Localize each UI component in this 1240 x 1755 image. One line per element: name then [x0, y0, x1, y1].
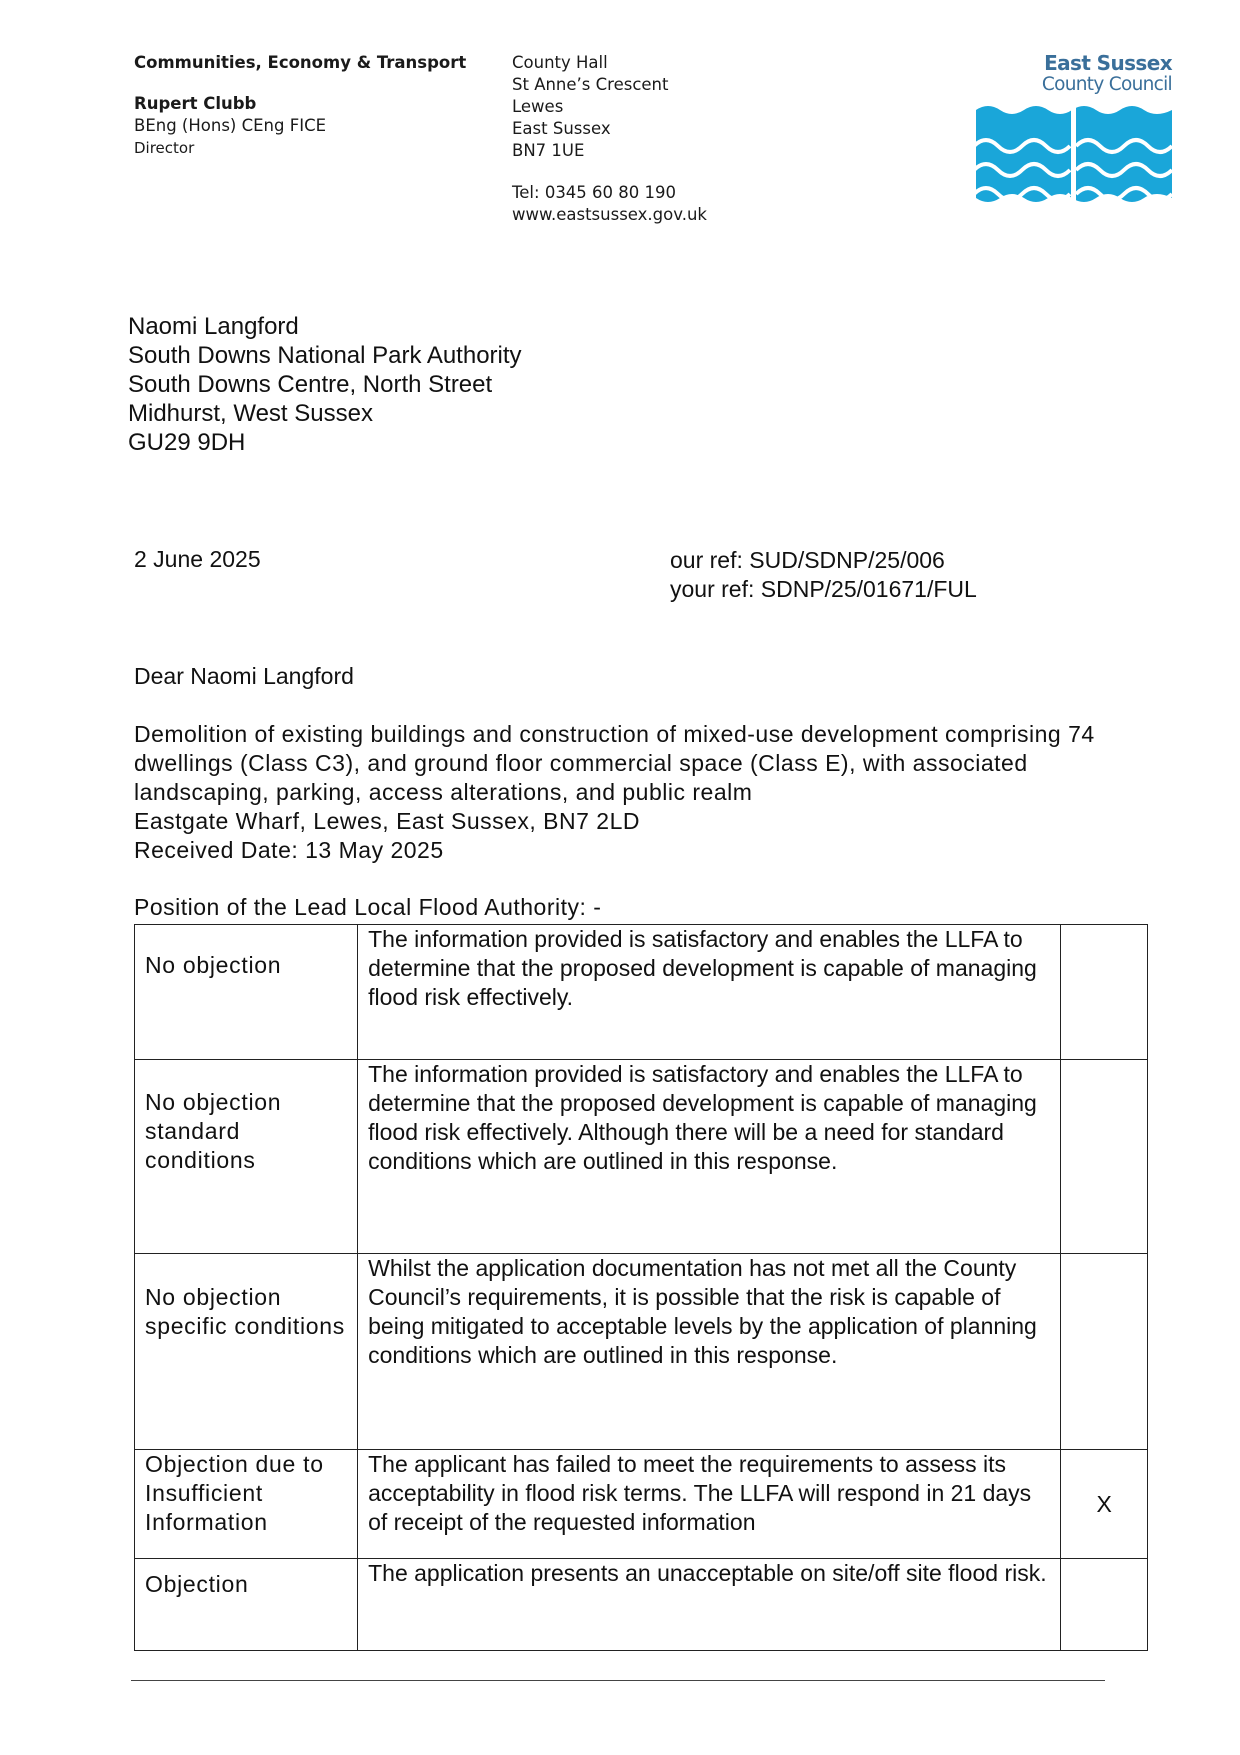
application-site: Eastgate Wharf, Lewes, East Sussex, BN7 2LD — [134, 808, 641, 834]
position-mark — [1061, 1254, 1148, 1450]
director-qualifications: BEng (Hons) CEng FICE — [134, 116, 327, 135]
position-label: Objection — [135, 1559, 358, 1651]
position-label: No objection — [135, 925, 358, 1060]
recipient-town: Midhurst, West Sussex — [128, 400, 373, 427]
table-row — [135, 1060, 1148, 1254]
position-table — [134, 924, 1148, 1651]
position-mark — [1061, 925, 1148, 1060]
application-description: Demolition of existing buildings and construction of mixed-use development comprising 74 dwellings (Class C3), and ground floor commercial space (Class E), with associated landscaping, parking, access alterations, and public realm — [134, 721, 1095, 805]
application-details — [134, 720, 1114, 865]
director-role: Director — [134, 139, 195, 157]
received-date: Received Date: 13 May 2025 — [134, 837, 444, 863]
position-mark: X — [1061, 1450, 1148, 1559]
position-mark — [1061, 1060, 1148, 1254]
east-sussex-logo — [976, 52, 1172, 202]
position-description: The applicant has failed to meet the requirements to assess its acceptability in flood risk terms. The LLFA will respond in 21 days of receipt of the requested information — [358, 1450, 1061, 1559]
table-row — [135, 1559, 1148, 1651]
recipient-name: Naomi Langford — [128, 313, 299, 340]
sender-block — [134, 52, 494, 159]
director-name: Rupert Clubb — [134, 94, 257, 113]
position-mark — [1061, 1559, 1148, 1651]
address-line: Lewes — [512, 97, 564, 116]
address-line: St Anne’s Crescent — [512, 75, 669, 94]
position-label: No objection standard conditions — [135, 1060, 358, 1254]
recipient-postcode: GU29 9DH — [128, 429, 246, 456]
logo-line-2: County Council — [1041, 74, 1172, 95]
your-reference: your ref: SDNP/25/01671/FUL — [670, 576, 977, 602]
website-link[interactable]: www.eastsussex.gov.uk — [512, 205, 707, 224]
address-line: East Sussex — [512, 119, 611, 138]
salutation: Dear Naomi Langford — [134, 663, 354, 689]
recipient-organisation: South Downs National Park Authority — [128, 342, 522, 369]
logo-line-1: East Sussex — [1044, 51, 1172, 75]
telephone: Tel: 0345 60 80 190 — [512, 183, 677, 202]
our-reference: our ref: SUD/SDNP/25/006 — [670, 547, 945, 573]
position-description: Whilst the application documentation has not met all the County Council’s requirements, it is possible that the risk is capable of being mitigated to acceptable levels by the application of planning conditions which are outlined in this response. — [358, 1254, 1061, 1450]
position-description: The information provided is satisfactory and enables the LLFA to determine that the proposed development is capable of managing flood risk effectively. — [358, 925, 1061, 1060]
references — [670, 546, 977, 604]
position-description: The application presents an unacceptable on site/off site flood risk. — [358, 1559, 1061, 1651]
recipient-address — [128, 312, 522, 457]
council-address — [512, 52, 832, 226]
position-description: The information provided is satisfactory and enables the LLFA to determine that the proposed development is capable of managing flood risk effectively. Although there will be a need for standard conditions which are outlined in this response. — [358, 1060, 1061, 1254]
position-label: Objection due to Insufficient Information — [135, 1450, 358, 1559]
address-postcode: BN7 1UE — [512, 141, 585, 160]
table-row — [135, 1450, 1148, 1559]
letter-date: 2 June 2025 — [134, 546, 261, 572]
position-heading: Position of the Lead Local Flood Authority: - — [134, 894, 602, 920]
wave-emblem-icon — [976, 106, 1172, 202]
table-row — [135, 1254, 1148, 1450]
address-line: County Hall — [512, 53, 608, 72]
department-name: Communities, Economy & Transport — [134, 53, 467, 72]
position-label: No objection specific conditions — [135, 1254, 358, 1450]
table-row — [135, 925, 1148, 1060]
footer-divider — [131, 1680, 1105, 1681]
recipient-street: South Downs Centre, North Street — [128, 371, 493, 398]
